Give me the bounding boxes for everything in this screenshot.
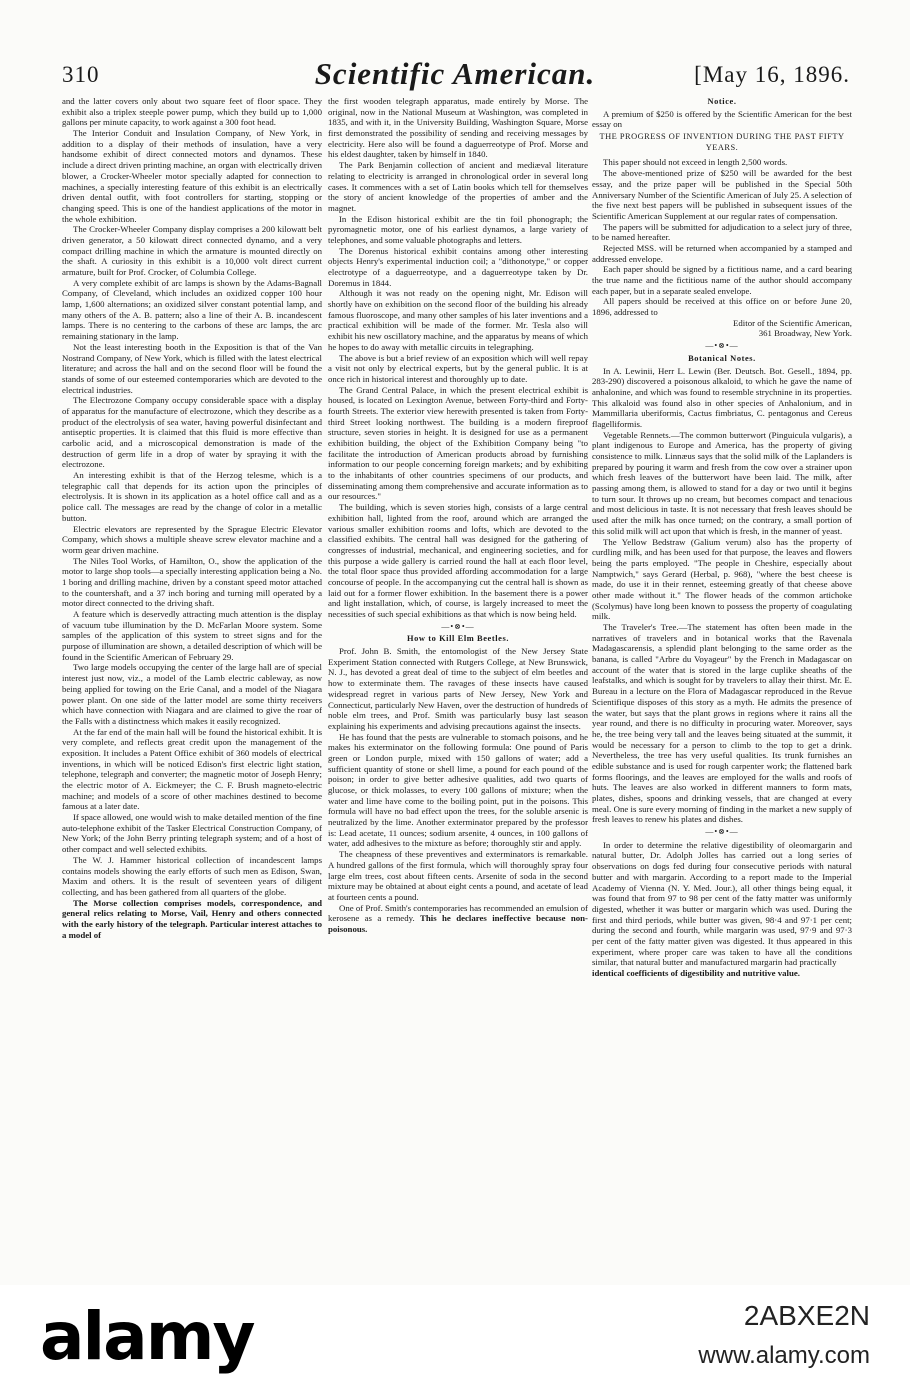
paragraph: The Crocker-Wheeler Company display comprises a 200 kilowatt belt driven generator, a 50 kilowatt direct connected dynamo, and a very compact drilling machine in which the armature is mounted directly on the shaft. A curiosity in this exhibit is a 10,000 volt direct current armature, built for Prof. Crocker, of Columbia College.: [62, 224, 322, 277]
notice-heading: Notice.: [707, 97, 737, 106]
paragraph: In the Edison historical exhibit are the tin foil phonograph; the pyromagnetic motor, one of his earliest dynamos, a large variety of telephones, and some valuable photographs and letters.: [328, 213, 588, 245]
paragraph-bold-text: identical coefficients of digestibility and nutritive value.: [592, 968, 800, 978]
address-line: 361 Broadway, New York.: [758, 328, 852, 339]
section-divider-ornament: —•⊗•—: [441, 621, 475, 631]
article-heading-elm-beetles: How to Kill Elm Beetles.: [406, 634, 510, 644]
paragraph: The building, which is seven stories high, consists of a large central exhibition hall, lighted from the roof, around which are arranged the various smaller exhibition rooms and lofts, which are devoted to the classified exhibits. The central hall was designed for the gathering of congresses of industrial, mechanical, and engineering societies, and for this purpose a wide gallery is carried round the hall at each floor level, the total floor space thus provided affording accommodation for a large concourse of people. In the accompanying cut the central hall is shown as laid out for a former flower exhibition. In the basement there is a power and light installation, which, of course, is largely increased to meet the necessities of such special exhibitions as that which is now being held.: [328, 502, 588, 619]
paragraph: Rejected MSS. will be returned when accompanied by a stamped and addressed envelope.: [592, 242, 852, 264]
paragraph-bold-text: This he declares ineffective because non-poisonous.: [328, 913, 588, 934]
paragraph: Prof. John B. Smith, the entomologist of the New Jersey State Experiment Station connected with Rutgers College, at New Brunswick, N. J., has devoted a great deal of time to the subject of elm beetles and how to exterminate them. The ravages of these insects have caused widespread regret in various parts of New Jersey, New York and Connecticut, particularly New Haven, over the destruction of hundreds of noble elm trees, and Prof. Smith was particularly busy last season explaining his experiments and advising precautions against the insects.: [328, 646, 588, 731]
address-line: Editor of the Scientific American,: [733, 317, 852, 328]
paragraph: If space allowed, one would wish to make detailed mention of the fine auto-telephone exhibit of the Tasker Electrical Construction Company, of New York; of the John Berry printing telegraph system; and of a host of other compact and well selected exhibits.: [62, 812, 322, 855]
issue-date: [May 16, 1896.: [694, 62, 850, 87]
paragraph: The Electrozone Company occupy considerable space with a display of apparatus for the manufacture of electrozone, which they describe as a product of the electrolysis of sea water, having powerful disinfectant and antiseptic properties. It is claimed that this fluid is more effective than carbolic acid, and a microscopical demonstration is made of the destruction of germ life in a drop of water by spraying it with the electrozone.: [62, 395, 322, 470]
paragraph: and the latter covers only about two square feet of floor space. They exhibit also a triplex steeple power pump, which they build up to 1,000 gallons per minute capacity, to work against a 300 foot head.: [62, 96, 322, 128]
paragraph: Vegetable Rennets.—The common butterwort (Pinguicula vulgaris), a plant indigenous to Europe and America, has the property of giving consistence to milk. Linnæus says that the solid milk of the Laplanders is prepared by pouring it warm and fresh from the cow over a strainer upon which fresh leaves of the butterwort have been laid. The milk, after passing among them, is allowed to stand for a day or two until it begins to turn sour. It throws up no cream, but becomes compact and tenacious and most delicious in taste. It is not necessary that fresh leaves should be used after the milk has once turned; on the contrary, a small portion of this solid milk will act upon that which is fresh, in the manner of yeast.: [592, 429, 852, 536]
column-1: [62, 96, 322, 1251]
paragraph: The Grand Central Palace, in which the present electrical exhibit is housed, is located on Lexington Avenue, between Forty-third and Forty-fourth Streets. The exterior view herewith presented is taken from Forty-third Street looking northwest. The building is a modern fireproof structure, seven stories in height. It is designed for use as a permanent exhibition building, the object of the Exhibition Company being "to facilitate the introduction of American products abroad by furnishing information to our people concerning foreign markets; and by exhibiting to the inhabitants of other countries specimens of our products, and disseminating among them comprehensive and accurate information as to our resources.": [328, 384, 588, 502]
paragraph: In A. Lewinii, Herr L. Lewin (Ber. Deutsch. Bot. Gesell., 1894, pp. 283-290) discovered a poisonous alkaloid, to which he gave the name of anhalonine, and which was found to resemble strychnine in its properties. This alkaloid was found also in other species of Anhalonium, and in Mammillaria uberiformis, Cactus fimbriatus, C. pentagonus and Cereus flagelliformis.: [592, 365, 852, 429]
paragraph: Each paper should be signed by a fictitious name, and a card bearing the true name and the fictitious name of the author should accompany each paper, but in a separate sealed envelope.: [592, 264, 852, 296]
paragraph: The above is but a brief review of an exposition which will well repay a visit not only by electrical experts, but by the general public. It is at once rich in historical interest and thoroughly up to date.: [328, 352, 588, 384]
paragraph: The papers will be submitted for adjudication to a select jury of three, to be named hereafter.: [592, 221, 852, 243]
paragraph: The Yellow Bedstraw (Galium verum) also has the property of curdling milk, and has been used for that purpose, the leaves and flowers being the parts employed. "The people in Cheshire, especially about Namptwich," says Gerard (Herbal, p. 968), "where the best cheese is made, do use it in their rennet, esteeming greatly of that cheese above other made without it." The flower heads of the common artichoke (Scolymus) have long been known to possess the property of coagulating milk.: [592, 536, 852, 622]
paragraph: A very complete exhibit of arc lamps is shown by the Adams-Bagnall Company, of Cleveland, which includes an oxidized copper 100 hour lamp, 1,600 alternations; an oxidized silver constant potential lamp, and many others of the A. B. pattern; also a line of their A. B. incandescent lamps. There is no centering to the carbons of these arc lamps, the arc remaining stationary in the lamp.: [62, 277, 322, 342]
masthead-title: Scientific American.: [314, 56, 596, 91]
column-2: [328, 96, 588, 1251]
paragraph: A feature which is deservedly attracting much attention is the display of vacuum tube illumination by the D. McFarlan Moore system. Some samples of the application of this system to street signs and for the purpose of illumination are shown, a detailed description of which will be found in the Scientific American of February 29.: [62, 609, 322, 662]
paragraph: He has found that the pests are vulnerable to stomach poisons, and he makes his exterminator on the following formula: One pound of Paris green or London purple, mixed with 150 gallons of water; add a sufficient quantity of stone or shell lime, a pound for each pound of the poison; in order to give better adhesive qualities, add two quarts of glucose, or thick molasses, to every 100 gallons of mixture; when the water and lime have come to the boiling point, put in the poisons. This formula will have no bad effect upon the trees, for the soluble arsenic is neutralized by the lime. Another exterminator prepared by the professor is: Lead acetate, 11 ounces; sodium arsenite, 4 ounces, in 100 gallons of water, add adhesives to the mixture as before; thoroughly stir and apply.: [328, 731, 588, 849]
paragraph: This paper should not exceed in length 2,500 words.: [603, 157, 788, 168]
paragraph: The Niles Tool Works, of Hamilton, O., show the application of the motor to large shop tools—a specially interesting application being a No. 1 boring and drilling machine, driven by a constant speed motor attached to the countershaft, and a 37 inch boring and turning mill operated by a motor direct connected to the driving shaft.: [62, 555, 322, 609]
paragraph: Electric elevators are represented by the Sprague Electric Elevator Company, which shows a multiple sheave screw elevator machine and a worm gear driven machine.: [62, 523, 322, 555]
alamy-logo: alamy: [40, 1298, 254, 1375]
watermark-url: www.alamy.com: [698, 1342, 870, 1369]
essay-subject: THE PROGRESS OF INVENTION DURING THE PAST FIFTY YEARS.: [599, 132, 845, 152]
paragraph: The Dorenus historical exhibit contains among other interesting objects Henry's experimental induction coil; a "dithonotype," or copper electrotype of a daguerreotype, and a daguerreotype taken by Dr. Doremus in 1844.: [328, 245, 588, 288]
paragraph: Not the least interesting booth in the Exposition is that of the Van Nostrand Company, of New York, which is filled with the latest electrical literature; and across the hall and on the second floor will be found the stands of some of our esteemed contemporaries which are devoted to the electrical industries.: [62, 341, 322, 395]
paragraph: An interesting exhibit is that of the Herzog telesme, which is a telegraphic call that depends for its action upon the principles of electrolysis. It is shown in its application as a hotel office call and as a police call. The messages are read by the change of color in a metallic button.: [62, 470, 322, 523]
section-divider-ornament: —•⊗•—: [705, 827, 739, 837]
page-number: 310: [62, 62, 100, 87]
paragraph: The Traveler's Tree.—The statement has often been made in the narratives of travelers and in botanical works that the Ravenala Madagascarensis, a splendid plant belonging to the same order as the banana, is called "Arbre du Voyageur" by the French in Madagascar on account of the water that is stored in the large cuplike sheaths of the leafstalks, and which is sought for by travelers to allay their thirst. Mr. E. Bureau in a lecture on the Flora of Madagascar reproduced in the Revue Scientifique disposes of this story as a myth. He admits the presence of the water, but says that the plant grows in regions where it rains all the year round, and there is no difficulty in procuring water. Moreover, says he, the tree being very tall and the leaves being situated at the summit, it would be necessary for a person to climb to the top to get a drink. Nevertheless, the tree has very useful qualities. Its trunk furnishes an edible substance and is used for rough carpenter work; the flattened bark forms floorings, and the leaves are employed for the walls and roofs of huts. The leaves are also worked in different manners to form mats, plates, dishes, spoons and drinking vessels, that are changed at every meal. One is sure every morning of finding in the market a new supply of fresh leaves to renew his plates and dishes.: [592, 622, 852, 825]
botanical-notes-heading: Botanical Notes.: [688, 353, 756, 363]
column-3: [592, 96, 852, 1251]
paragraph: All papers should be received at this office on or before June 20, 1896, addressed to: [592, 296, 852, 318]
image-code: 2ABXE2N: [743, 1300, 870, 1331]
paragraph: The Interior Conduit and Insulation Company, of New York, in addition to a display of their methods of insulation, have a very handsome exhibit of direct connected motors and dynamos. These include a direct driven printing machine, an organ with electrically driven blower, a Crocker-Wheeler motor specially adapted for connection to machines, a specially interesting feature of this exhibit is an electrically driven dental outfit, with foot controllers for starting, stopping or changing speed. This is one of the handiest applications of the motor in the whole exhibition.: [62, 128, 322, 224]
paragraph: At the far end of the main hall will be found the historical exhibit. It is very complete, and reflects great credit upon the management of the exposition. It includes a Patent Office exhibit of 360 models of electrical inventions, in which will be noticed Edison's first electric light station, telephone, telegraph and converter; the magnetic motor of Joseph Henry; the electric motor of A. Eickmeyer; the C. F. Brush magneto-electric machine; and models of a score of other machines destined to become famous at a later date.: [62, 726, 322, 812]
paragraph: Two large models occupying the center of the large hall are of special interest just now, viz., a model of the Lamb electric cableway, as now being applied for towing on the Erie Canal, and a model of the Niagara power plant. On one side of the latter model are some thirty receivers which have connection with Niagara and are claimed to give the roar of the Falls with a distinctness which makes it easily recognized.: [62, 662, 322, 726]
section-divider-ornament: —•⊗•—: [705, 341, 739, 351]
paragraph: The cheapness of these preventives and exterminators is remarkable. A hundred gallons of the first formula, which will thoroughly spray four large elm trees, cost about fifteen cents. Arsenite of soda in the second mixture may be obtained at about eight cents a pound, and acetate of lead at fourteen cents a pound.: [328, 849, 588, 902]
paragraph-text: One of Prof. Smith's contemporaries has recommended an emulsion of kerosene as a remedy.: [328, 902, 588, 924]
paragraph: The Morse collection comprises models, correspondence, and general relics relating to Morse, Vail, Henry and others connected with the early history of the telegraph. Particular interest attaches to a model of: [62, 897, 322, 940]
paragraph: The Park Benjamin collection of ancient and mediæval literature relating to electricity is arranged in chronological order in several long cases. It commences with a set of Latin books which tell for themselves the story of ancient knowledge of the properties of amber and the magnet.: [328, 160, 588, 213]
paragraph: In order to determine the relative digestibility of oleomargarin and natural butter, Dr. Adolph Jolles has carried out a long series of observations on dogs fed during four consecutive periods with natural butter and with margarin. According to a report made to the Imperial Academy of Vienna (N. Y. Med. Jour.), all other things being equal, it was found that from 97 to 98 per cent of the fatty matter was uniformly digested, whether it was butter or margarin which was used. During the first and third periods, while butter was given, 98·4 and 97·1 per cent; during the second and fourth, while margarin was used, 97·9 and 97·3 per cent of the fatty matter given was digested. It thus appeared in this experiment, where proper care was taken to have all the conditions similar, that natural butter and manufactured margarin had practically: [592, 839, 852, 968]
paragraph: Although it was not ready on the opening night, Mr. Edison will shortly have on exhibition on the second floor of the building his already famous fluoroscope, and many other samples of his later inventions and a practical exhibition will be made of the former. Mr. Tesla also will exhibit his new oscillatory machine, and the apparatus by means of which he hopes to do away with metallic circuits in telegraphing.: [328, 288, 588, 352]
paragraph: the first wooden telegraph apparatus, made entirely by Morse. The original, now in the National Museum at Washington, was completed in 1835, and with it, in the University Building, Washington Square, Morse first demonstrated the possibility of sending and receiving messages by electricity. Here also will be found a daguerreotype of Prof. Morse and his eldest daughter, taken by himself in 1840.: [328, 96, 588, 160]
paragraph: A premium of $250 is offered by the Scientific American for the best essay on: [592, 108, 852, 130]
paragraph: [328, 903, 588, 935]
paragraph: The above-mentioned prize of $250 will be awarded for the best essay, and the prize paper will be published in the Special 50th Anniversary Number of the Scientific American of July 25. A selection of the five next best papers will be published in subsequent issues of the Scientific American Supplement at our regular rates of compensation.: [592, 168, 852, 221]
paragraph: The W. J. Hammer historical collection of incandescent lamps contains models showing the early efforts of such men as Edison, Swan, Maxim and others. It is the result of seventeen years of diligent collecting, and has been gathered from all quarters of the globe.: [62, 854, 322, 897]
